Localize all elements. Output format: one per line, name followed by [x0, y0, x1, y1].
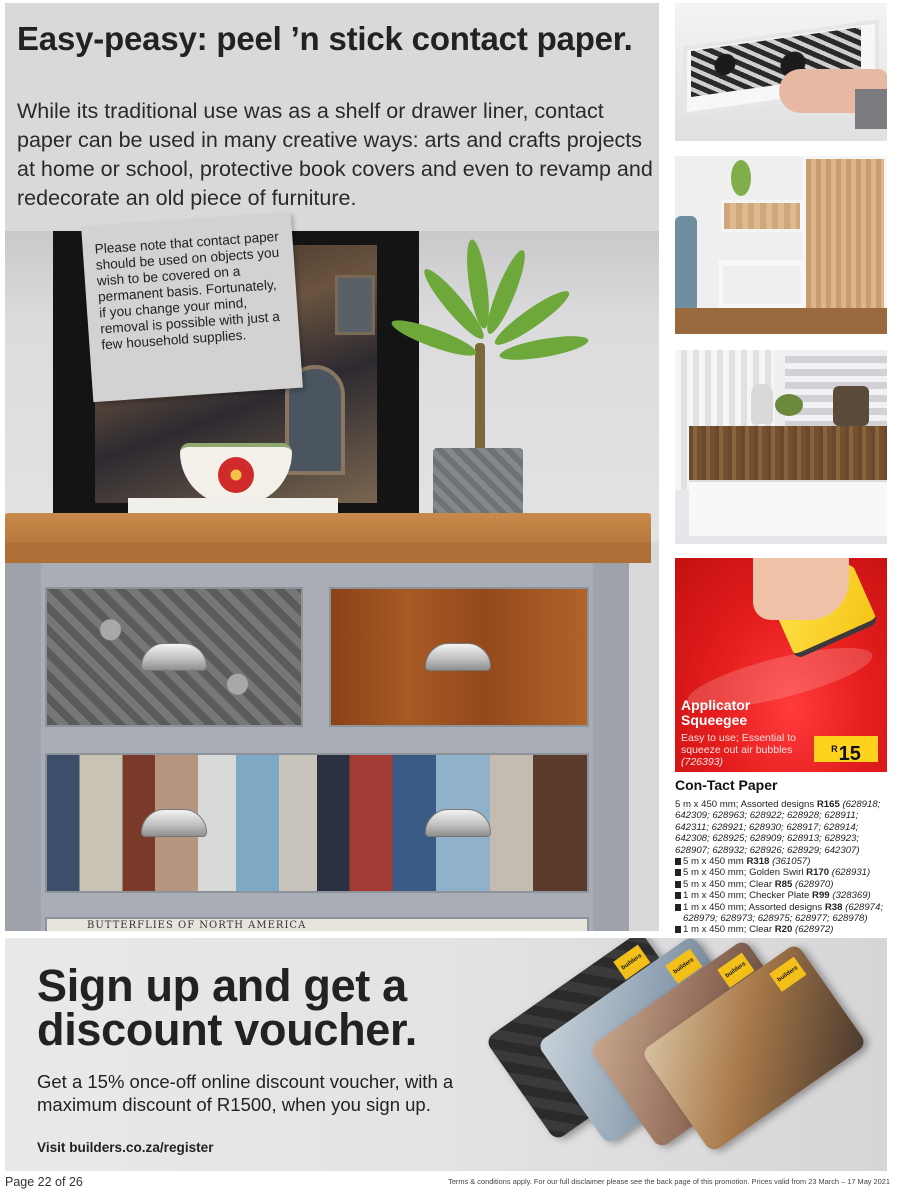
variant-code: (361057) — [772, 856, 811, 868]
desk — [719, 260, 805, 308]
hero-intro: While its traditional use was as a shelf or drawer liner, contact paper can be used in many creative ways: arts and crafts projects at home or school, protective book covers and even to revamp and redecorate an old piece of furniture. — [17, 99, 653, 210]
applicator-code: (726393) — [681, 756, 724, 768]
variant-desc: 1 m x 450 mm; Checker Plate — [683, 890, 810, 902]
hero-title: Easy-peasy: peel ’n stick contact paper. — [17, 20, 633, 57]
variant-desc: 5 m x 450 mm — [683, 856, 744, 868]
product-name: Con-Tact Paper — [675, 777, 778, 793]
signup-banner — [5, 938, 887, 1171]
artwork-window — [335, 275, 375, 335]
list-item — [675, 856, 890, 867]
wood-cabinet — [803, 156, 887, 316]
variant-desc: 1 m x 450 mm; Assorted designs — [683, 901, 823, 913]
page-number: Page 22 of 26 — [5, 1175, 83, 1189]
builders-logo-icon: builders — [613, 945, 650, 980]
variant-desc: 5 m x 450 mm; Clear — [683, 878, 773, 890]
photo-tv-unit — [675, 350, 887, 544]
main-codes: (628918; 642309; 628963; 628922; 628928; 628911; 642311; 628921; 628930; 628917; 628914; 642308; 628925; 628909; 628913; 628923; 628907; 628932; 628926; 628929; 642307) — [675, 799, 881, 856]
vase — [751, 384, 773, 424]
variant-list — [675, 856, 890, 936]
list-item — [675, 890, 890, 901]
unit-wood-top — [689, 426, 887, 480]
variant-price: R318 — [746, 856, 770, 868]
variant-code: (628931) — [831, 867, 871, 879]
applicator-desc-text: Easy to use; Essential to squeeze out air bubbles — [681, 732, 796, 756]
note-text: Please note that contact paper should be used on objects you wish to be covered on a permanent basis. Fortunately, if you change your mind, removal is possible with just a few household supplies. — [94, 228, 281, 353]
variant-code: (628974; 628979; 628973; 628975; 628977; 628978) — [683, 901, 883, 925]
variant-price: R85 — [774, 878, 793, 890]
bonsai — [775, 394, 803, 416]
drawer-handle — [425, 643, 491, 671]
photo-drawer-liner — [675, 3, 887, 141]
variant-desc: 1 m x 450 mm; Clear — [683, 924, 773, 936]
variant-price: R170 — [806, 867, 830, 879]
cabinet-leg-right — [593, 563, 629, 931]
variant-code: (628972) — [795, 924, 834, 936]
sofa — [675, 216, 697, 312]
list-item — [675, 902, 890, 925]
wall-shelf — [721, 200, 803, 232]
cabinet-leg-left — [5, 563, 41, 931]
main-price: R165 — [816, 799, 840, 810]
variant-code: (628970) — [795, 878, 834, 890]
applicator-squeegee-panel — [675, 558, 887, 772]
builders-logo-icon: builders — [665, 949, 702, 984]
drawer-butterflies: BUTTERFLIES OF NORTH AMERICA — [45, 917, 589, 931]
vintage-telephone — [833, 386, 869, 426]
applicator-title: Applicator Squeegee — [681, 697, 751, 728]
plant-stem — [475, 343, 485, 453]
variant-desc: 5 m x 450 mm; Golden Swirl — [683, 867, 804, 879]
hand — [753, 558, 849, 620]
builders-logo-icon: builders — [769, 957, 806, 992]
floor — [675, 308, 887, 334]
book — [128, 498, 338, 514]
list-item — [675, 924, 890, 935]
potted-plant — [731, 160, 751, 196]
flower-pattern — [218, 457, 254, 493]
variant-price: R38 — [824, 901, 843, 913]
list-item — [675, 879, 890, 890]
price-currency: R — [831, 744, 838, 754]
sleeve — [855, 89, 887, 129]
builders-logo-icon: builders — [717, 953, 754, 988]
price-tag — [814, 736, 878, 765]
register-link[interactable]: Visit builders.co.za/register — [37, 1140, 214, 1155]
main-size: 5 m x 450 mm; Assorted designs — [675, 799, 815, 810]
product-details — [675, 777, 890, 936]
variant-price: R20 — [774, 924, 793, 936]
applicator-description — [681, 732, 813, 768]
contact-paper-note — [81, 212, 303, 402]
banner-description: Get a 15% once-off online discount voucher, with a maximum discount of R1500, when you sign up. — [37, 1071, 454, 1115]
photo-wood-furniture — [675, 156, 887, 334]
drawer-handle — [425, 809, 491, 837]
banner-title: Sign up and get a discount voucher. — [37, 960, 417, 1055]
price-value: 15 — [838, 743, 861, 765]
drawer-handle — [141, 809, 207, 837]
variant-price: R99 — [812, 890, 830, 902]
unit-white-base — [689, 480, 887, 536]
cabinet-top-edge — [5, 543, 651, 563]
list-item — [675, 867, 890, 878]
drawer-handle — [141, 643, 207, 671]
variant-code: (328369) — [832, 890, 871, 902]
drawer-reclaimed-wood — [45, 753, 589, 893]
product-main-line — [675, 799, 890, 856]
hero-panel — [5, 3, 659, 931]
disclaimer: Terms & conditions apply. For our full disclaimer please see the back page of this promotion. Prices valid from 23 March – 17 May 2021 — [448, 1177, 890, 1186]
